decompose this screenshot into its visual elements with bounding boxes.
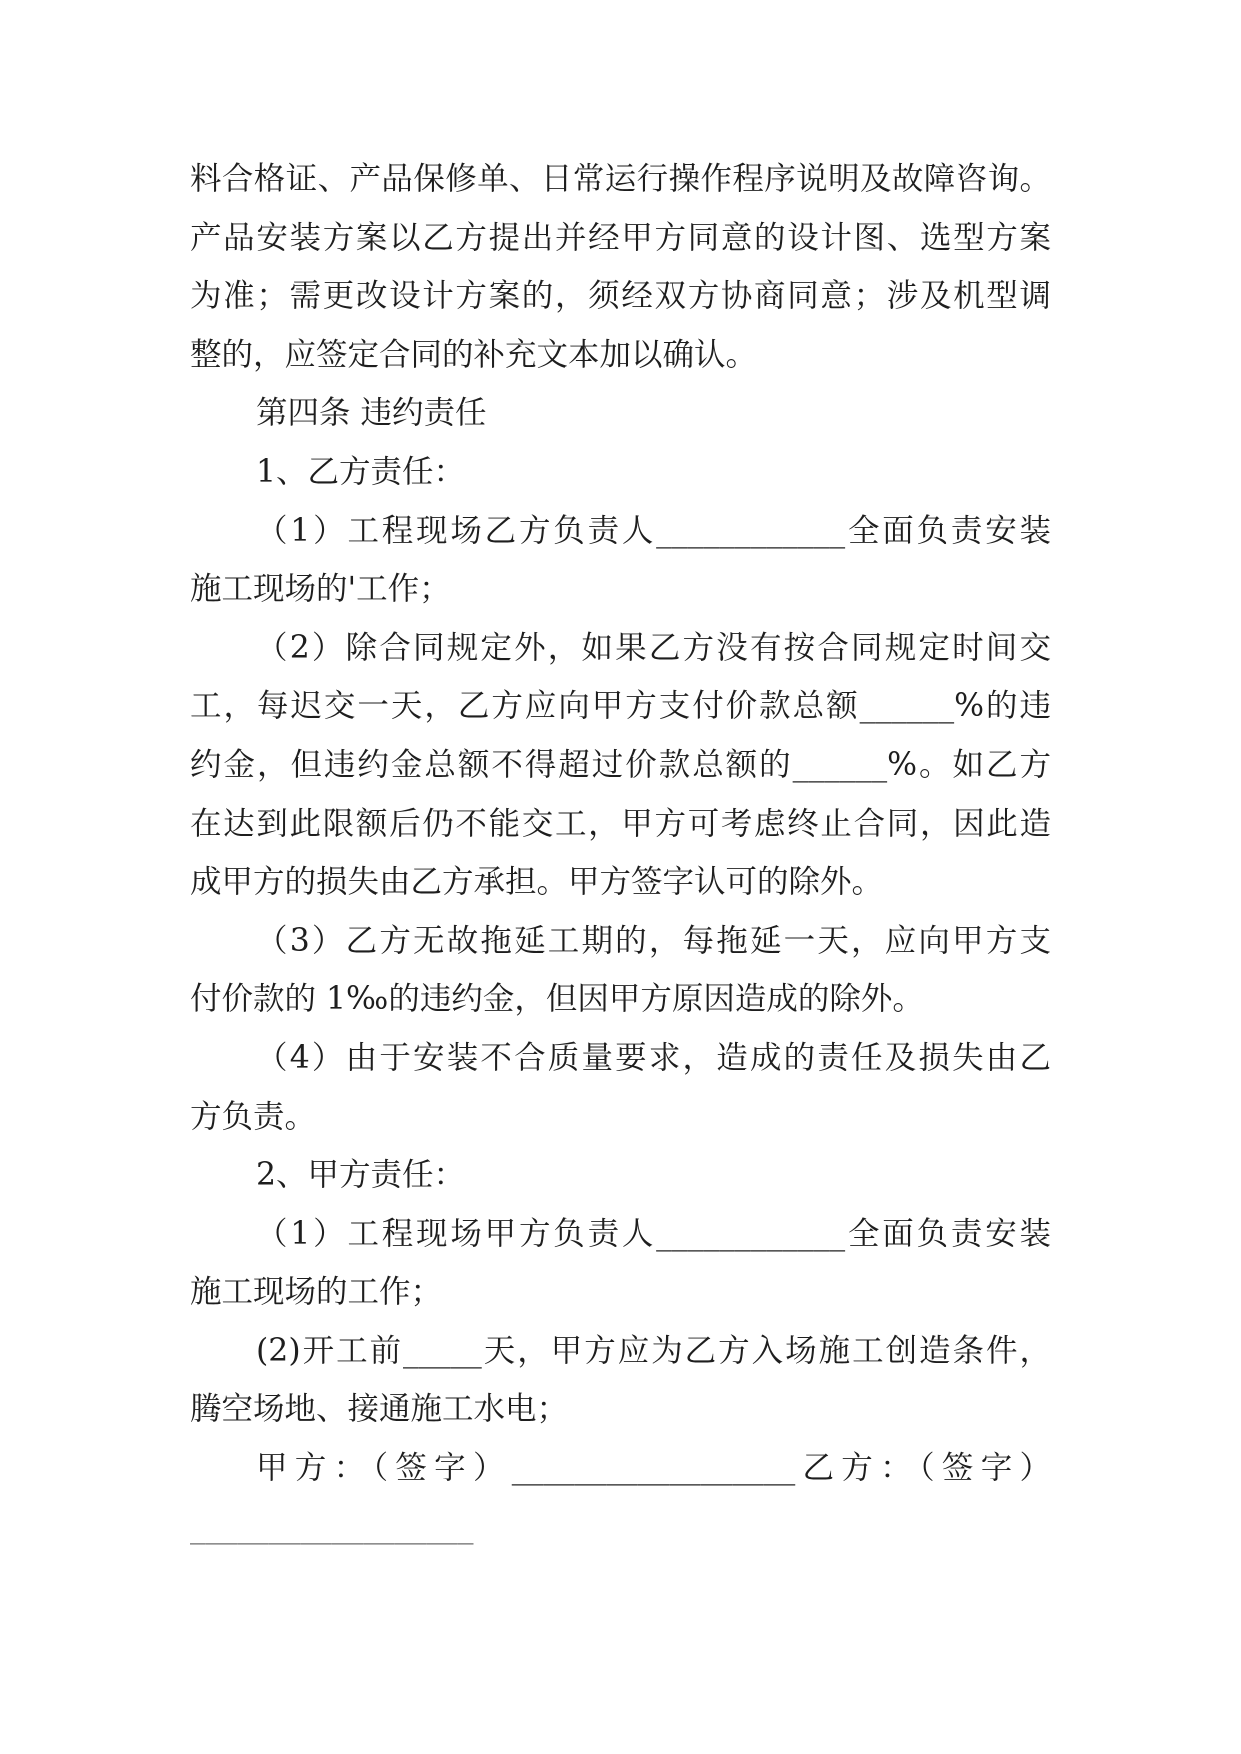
clause-line: 约金，但违约金总额不得超过价款总额的______%。如乙方	[190, 746, 1051, 783]
clause-line: （3）乙方无故拖延工期的，每拖延一天，应向甲方支	[256, 922, 1051, 959]
clause-line: （1）工程现场乙方负责人____________全面负责安装	[256, 512, 1051, 549]
signature-line: 甲方：（签字）__________________乙方：（签字）	[256, 1450, 1051, 1487]
paragraph-line: 为准；需更改设计方案的，须经双方协商同意；涉及机型调	[190, 278, 1051, 315]
clause-line: 方负责。	[190, 1098, 317, 1135]
contract-text	[190, 150, 1051, 1556]
clause-line: （4）由于安装不合质量要求，造成的责任及损失由乙	[256, 1039, 1051, 1076]
signature-underline: __________________	[190, 1508, 474, 1545]
clause-line: 施工现场的'工作；	[190, 571, 451, 608]
paragraph-line: 料合格证、产品保修单、日常运行操作程序说明及故障咨询。	[190, 161, 1051, 197]
party-b-heading: 1、乙方责任：	[256, 453, 466, 490]
party-a-heading: 2、甲方责任：	[256, 1157, 466, 1194]
party-b-clause-4	[190, 1029, 1051, 1146]
clause-line: 工，每迟交一天，乙方应向甲方支付价款总额______%的违	[190, 688, 1051, 725]
clause-line: 成甲方的损失由乙方承担。甲方签字认可的除外。	[190, 864, 884, 901]
clause-line: （1）工程现场甲方负责人____________全面负责安装	[256, 1215, 1051, 1252]
clause-line: (2)开工前_____天，甲方应为乙方入场施工创造条件，	[256, 1332, 1051, 1369]
clause-line: 腾空场地、接通施工水电；	[190, 1391, 569, 1428]
party-b-clause-3	[190, 912, 1051, 1029]
article-heading: 第四条 违约责任	[256, 395, 487, 432]
clause-line: 在达到此限额后仍不能交工，甲方可考虑终止合同，因此造	[190, 805, 1051, 842]
party-b-clause-2	[190, 619, 1051, 912]
paragraph-line: 整的，应签定合同的补充文本加以确认。	[190, 336, 758, 373]
paragraph-line: 产品安装方案以乙方提出并经甲方同意的设计图、选型方案	[190, 219, 1051, 256]
party-a-clause-1	[190, 1205, 1051, 1322]
clause-line: 施工现场的工作；	[190, 1274, 443, 1311]
clause-line: 付价款的 1‰的违约金，但因甲方原因造成的除外。	[190, 981, 924, 1018]
clause-line: （2）除合同规定外，如果乙方没有按合同规定时间交	[256, 629, 1051, 666]
party-b-clause-1	[190, 502, 1051, 619]
party-a-clause-2	[190, 1322, 1051, 1439]
intro-paragraph	[190, 150, 1051, 384]
